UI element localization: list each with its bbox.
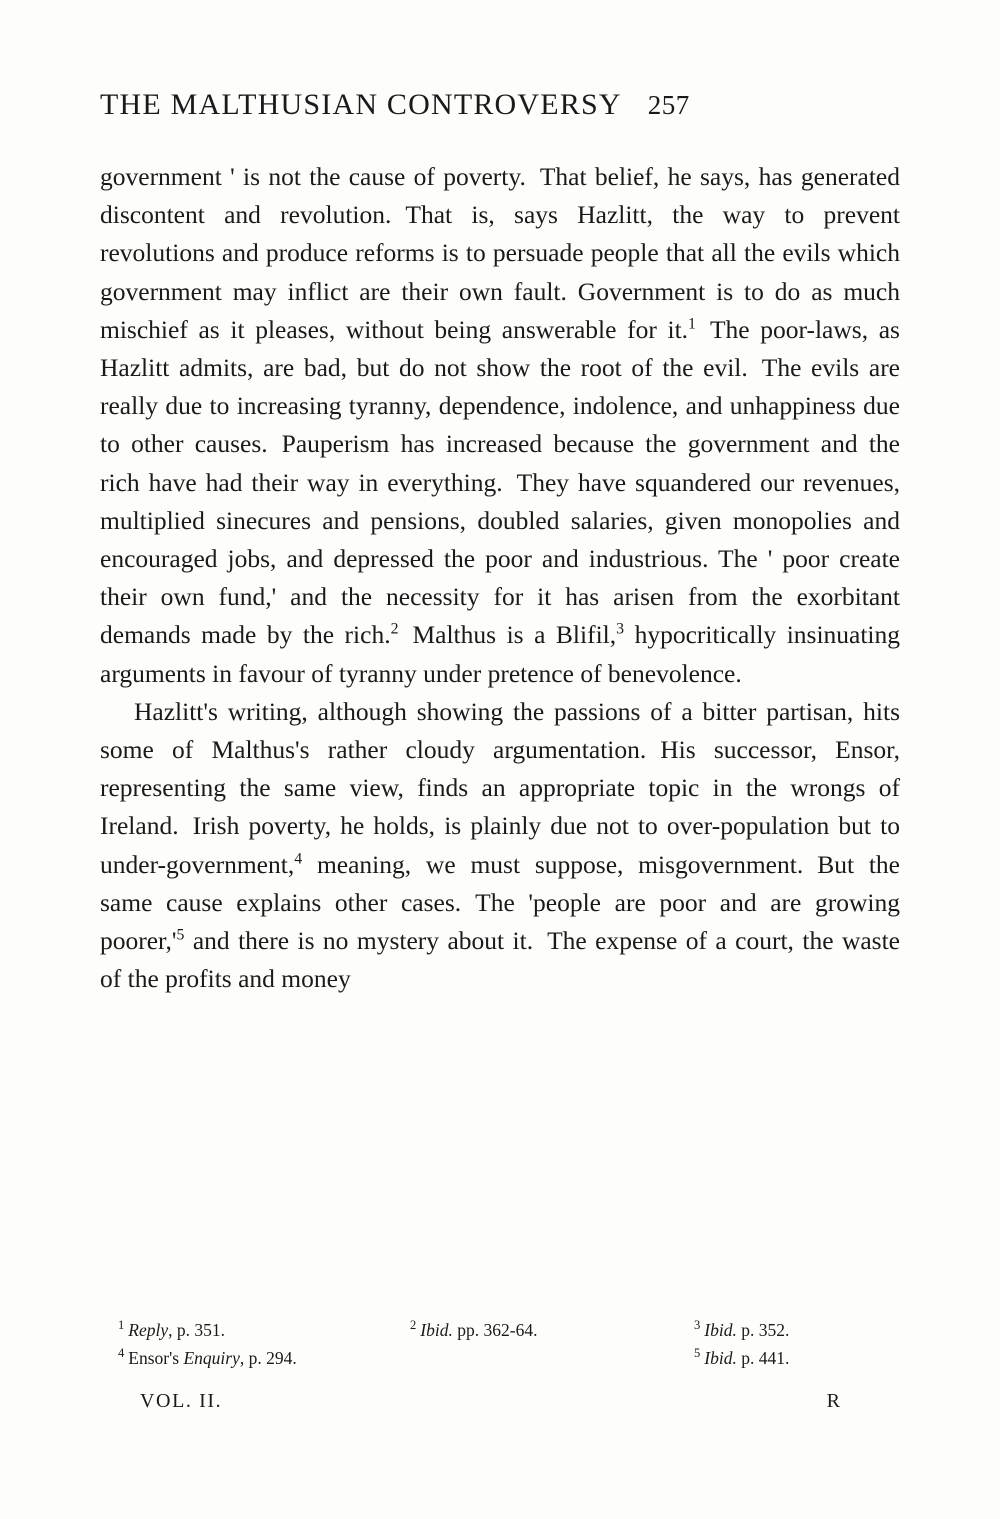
signature-mark: R xyxy=(826,1390,840,1412)
footnote-4-marker: 4 xyxy=(118,1346,125,1361)
paragraph-1 xyxy=(100,158,900,693)
p2-sentence-c: Irish poverty, he holds, is plainly due not to over-population but to under-government, xyxy=(100,811,900,879)
running-head-title: THE MALTHUSIAN CONTROVERSY xyxy=(100,88,622,121)
p2-sentence-b: His successor, Ensor, representing the same view, finds an appropriate topic in the wrongs of Ireland. xyxy=(100,735,900,841)
footnote-3-marker: 3 xyxy=(694,1318,701,1333)
p1-sentence-d: The poor-laws, as Hazlitt admits, are bad, but do not show the root of the evil. xyxy=(100,314,900,383)
paragraph-2 xyxy=(100,693,900,999)
p2-sentence-d: meaning, we must suppose, misgovernment. xyxy=(316,849,804,879)
p2-sentence-g: and there is no mystery about it. xyxy=(192,926,534,956)
footnote-3-locator: p. 352. xyxy=(736,1320,790,1340)
footnote-row-1 xyxy=(118,1316,888,1344)
footnote-ref-1[interactable]: 1 xyxy=(688,315,696,333)
footnote-row-2 xyxy=(118,1344,888,1372)
page-footer xyxy=(140,1390,840,1413)
footnote-4 xyxy=(118,1344,694,1372)
footnote-ref-3[interactable]: 3 xyxy=(616,620,625,638)
p1-sentence-a: government ' is not the cause of poverty. xyxy=(100,162,526,191)
footnotes xyxy=(118,1316,888,1372)
p2-sentence-f: The 'people are poor and are growing poorer,' xyxy=(100,887,900,956)
footnote-1 xyxy=(118,1316,410,1344)
footnote-5-locator: p. 441. xyxy=(736,1348,790,1368)
p1-sentence-g: They have squandered our revenues, multiplied sinecures and pensions, doubled salaries, given monopolies and encouraged jobs, and depressed the poor and industrious. The ' poor create their own fund,' and the necessity for it has arisen from the exorbitant demands made by the rich. xyxy=(100,467,900,650)
footnote-ref-4[interactable]: 4 xyxy=(294,850,303,868)
footnote-5 xyxy=(694,1344,789,1372)
footnote-4-author: Ensor's xyxy=(128,1348,184,1368)
p1-sentence-e: The evils are really due to increasing tyranny, dependence, indolence, and unhappiness due to other causes. xyxy=(100,353,901,459)
page-number: 257 xyxy=(647,90,690,120)
p1-sentence-h: Malthus is a Blifil, xyxy=(412,620,617,650)
p1-sentence-b: That belief, he says, has generated discontent and revolution. xyxy=(100,162,900,230)
footnote-2-locator: pp. 362-64. xyxy=(452,1320,538,1340)
p2-sentence-a: Hazlitt's writing, although showing the passions of a bitter partisan, hits some of Malthus's rather cloudy argumentation. xyxy=(100,696,900,765)
footnote-5-source: Ibid. xyxy=(704,1348,737,1368)
footnote-2-source: Ibid. xyxy=(420,1320,453,1340)
p2-sentence-h: The expense of a court, the waste of the profits and money xyxy=(100,926,901,994)
footnote-4-source: Enquiry xyxy=(183,1348,240,1368)
footnote-3-source: Ibid. xyxy=(704,1320,737,1340)
p1-sentence-i: hypocritically insinuating arguments in favour of tyranny under pretence of benevolence. xyxy=(100,620,901,688)
p1-sentence-f: Pauperism has increased because the government and the rich have had their way in everything. xyxy=(100,429,900,497)
footnote-5-marker: 5 xyxy=(694,1346,701,1361)
p1-sentence-c: That is, says Hazlitt, the way to prevent revolutions and produce reforms is to persuade people that all the evils which government may inflict are their own fault. Government is to do as much mischief as it pleases, without being answerable for it. xyxy=(100,200,900,344)
footnote-1-source: Reply xyxy=(128,1320,169,1340)
footnote-ref-5[interactable]: 5 xyxy=(176,926,185,944)
footnote-3 xyxy=(694,1316,789,1344)
footnote-1-marker: 1 xyxy=(118,1318,125,1333)
footnote-4-locator: , p. 294. xyxy=(239,1348,297,1368)
footnote-ref-2[interactable]: 2 xyxy=(390,620,399,638)
footnote-1-locator: , p. 351. xyxy=(168,1320,226,1340)
p2-sentence-e: But the same cause explains other cases. xyxy=(100,849,900,917)
footnote-2 xyxy=(410,1316,694,1344)
volume-label: VOL. II. xyxy=(140,1390,223,1412)
page-header xyxy=(100,88,900,122)
body-text xyxy=(100,158,900,998)
footnote-2-marker: 2 xyxy=(410,1318,417,1333)
